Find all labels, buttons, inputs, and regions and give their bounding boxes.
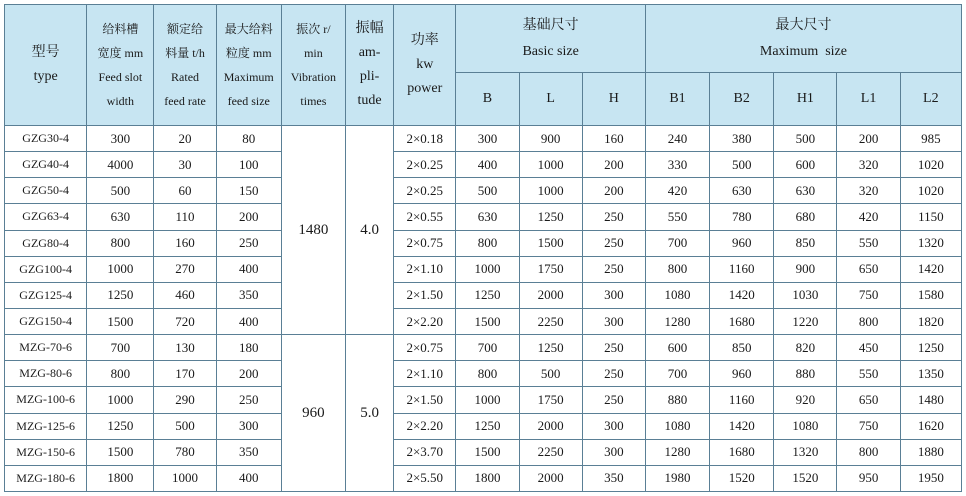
model-cell: GZG125-4: [5, 282, 87, 308]
table-cell: 1250: [87, 282, 154, 308]
table-cell: 160: [154, 230, 216, 256]
table-cell: 250: [582, 204, 645, 230]
table-cell: 4000: [87, 152, 154, 178]
table-cell: 960: [710, 361, 774, 387]
model-cell: MZG-80-6: [5, 361, 87, 387]
header-line: Maximum: [223, 70, 274, 84]
table-cell: 630: [710, 178, 774, 204]
table-cell: 550: [645, 204, 709, 230]
table-cell: 60: [154, 178, 216, 204]
header-line: min: [304, 46, 323, 60]
model-cell: GZG63-4: [5, 204, 87, 230]
table-cell: 2250: [519, 308, 582, 334]
table-cell: 170: [154, 361, 216, 387]
table-row: [5, 256, 962, 282]
model-cell: MZG-70-6: [5, 335, 87, 361]
table-cell: 600: [774, 152, 837, 178]
table-body: [5, 126, 962, 492]
col-header-b1: B1: [645, 73, 709, 126]
header-line: 基础尺寸: [522, 17, 579, 33]
table-row: [5, 126, 962, 152]
table-cell: 1350: [900, 361, 961, 387]
table-cell: 1500: [456, 439, 519, 465]
table-row: [5, 152, 962, 178]
table-cell: 750: [837, 413, 900, 439]
table-cell: 1250: [87, 413, 154, 439]
table-cell: 180: [216, 335, 281, 361]
table-cell: 2000: [519, 282, 582, 308]
table-cell: 320: [837, 178, 900, 204]
table-cell: 630: [87, 204, 154, 230]
table-row: [5, 413, 962, 439]
col-header-max-feed-size: [216, 5, 281, 126]
table-cell: 1680: [710, 439, 774, 465]
table-cell: 880: [774, 361, 837, 387]
col-header-h: H: [582, 73, 645, 126]
model-cell: GZG80-4: [5, 230, 87, 256]
table-cell: 250: [582, 335, 645, 361]
table-cell: 1020: [900, 152, 961, 178]
table-cell: 800: [87, 361, 154, 387]
table-cell: 450: [837, 335, 900, 361]
table-cell: 700: [645, 361, 709, 387]
col-header-vibration: [281, 5, 345, 126]
table-cell: 1420: [900, 256, 961, 282]
table-row: [5, 230, 962, 256]
table-cell: 350: [582, 465, 645, 491]
table-cell: 600: [645, 335, 709, 361]
table-cell: 1160: [710, 256, 774, 282]
table-cell: 1680: [710, 308, 774, 334]
table-cell: 800: [456, 361, 519, 387]
table-cell: 250: [216, 230, 281, 256]
header-line: 额定给: [167, 22, 204, 36]
model-cell: MZG-125-6: [5, 413, 87, 439]
header-line: Basic size: [522, 43, 579, 59]
table-header: [5, 5, 962, 126]
table-cell: 985: [900, 126, 961, 152]
table-cell: 1500: [87, 308, 154, 334]
table-cell: 780: [154, 439, 216, 465]
table-cell: 270: [154, 256, 216, 282]
header-line: kw: [416, 57, 434, 72]
table-cell: 800: [87, 230, 154, 256]
table-cell: 2×5.50: [394, 465, 456, 491]
header-line: pli-: [359, 69, 380, 84]
table-cell: 250: [582, 387, 645, 413]
table-row: [5, 308, 962, 334]
header-line: 振幅: [355, 21, 384, 36]
col-header-l: L: [519, 73, 582, 126]
table-cell: 400: [216, 465, 281, 491]
table-cell: 2×0.25: [394, 178, 456, 204]
table-cell: 290: [154, 387, 216, 413]
header-line: 振次 r/: [296, 22, 331, 36]
col-header-l2: L2: [900, 73, 961, 126]
amplitude-cell: 4.0: [346, 126, 394, 335]
table-cell: 1950: [900, 465, 961, 491]
table-cell: 500: [87, 178, 154, 204]
table-row: [5, 361, 962, 387]
model-cell: MZG-180-6: [5, 465, 87, 491]
table-cell: 2000: [519, 465, 582, 491]
model-cell: MZG-100-6: [5, 387, 87, 413]
table-cell: 2×1.50: [394, 282, 456, 308]
table-cell: 700: [645, 230, 709, 256]
col-header-rated-feed: [154, 5, 216, 126]
table-cell: 800: [837, 308, 900, 334]
table-cell: 80: [216, 126, 281, 152]
table-cell: 1000: [87, 256, 154, 282]
model-cell: GZG40-4: [5, 152, 87, 178]
table-cell: 1820: [900, 308, 961, 334]
table-cell: 250: [582, 256, 645, 282]
table-cell: 1000: [456, 387, 519, 413]
table-cell: 2×0.75: [394, 335, 456, 361]
col-header-b: B: [456, 73, 519, 126]
table-cell: 1320: [900, 230, 961, 256]
table-cell: 300: [87, 126, 154, 152]
table-row: [5, 387, 962, 413]
table-cell: 1980: [645, 465, 709, 491]
table-cell: 920: [774, 387, 837, 413]
table-cell: 2×0.55: [394, 204, 456, 230]
table-row: [5, 465, 962, 491]
header-line: feed size: [227, 94, 270, 108]
table-cell: 30: [154, 152, 216, 178]
table-cell: 1080: [774, 413, 837, 439]
table-cell: 1620: [900, 413, 961, 439]
table-cell: 750: [837, 282, 900, 308]
table-cell: 1250: [519, 335, 582, 361]
table-cell: 320: [837, 152, 900, 178]
col-header-model: [5, 5, 87, 126]
table-cell: 550: [837, 361, 900, 387]
table-cell: 2×0.75: [394, 230, 456, 256]
table-cell: 2×0.18: [394, 126, 456, 152]
table-cell: 500: [774, 126, 837, 152]
table-cell: 1000: [519, 178, 582, 204]
header-line: power: [407, 81, 443, 96]
table-cell: 1080: [645, 413, 709, 439]
table-cell: 1580: [900, 282, 961, 308]
table-cell: 2×1.10: [394, 256, 456, 282]
header-line: Vibration: [290, 70, 337, 84]
vibration-cell: 1480: [281, 126, 345, 335]
table-cell: 240: [645, 126, 709, 152]
table-cell: 1020: [900, 178, 961, 204]
table-cell: 820: [774, 335, 837, 361]
table-cell: 1030: [774, 282, 837, 308]
table-cell: 300: [456, 126, 519, 152]
header-line: 料量 t/h: [165, 46, 205, 60]
table-cell: 650: [837, 256, 900, 282]
table-cell: 200: [582, 178, 645, 204]
table-cell: 1800: [87, 465, 154, 491]
table-cell: 160: [582, 126, 645, 152]
table-cell: 400: [216, 256, 281, 282]
feeder-spec-table: [4, 4, 962, 492]
table-cell: 1250: [900, 335, 961, 361]
table-cell: 700: [87, 335, 154, 361]
header-line: Rated: [171, 70, 200, 84]
col-header-l1: L1: [837, 73, 900, 126]
table-row: [5, 178, 962, 204]
table-cell: 1520: [774, 465, 837, 491]
table-cell: 1280: [645, 439, 709, 465]
table-cell: 1000: [87, 387, 154, 413]
table-cell: 300: [582, 308, 645, 334]
table-cell: 350: [216, 439, 281, 465]
table-cell: 1800: [456, 465, 519, 491]
table-row: [5, 204, 962, 230]
table-cell: 1250: [456, 413, 519, 439]
table-cell: 1880: [900, 439, 961, 465]
table-cell: 380: [710, 126, 774, 152]
table-cell: 2×1.50: [394, 387, 456, 413]
header-line: 型号: [31, 45, 60, 60]
table-cell: 2×3.70: [394, 439, 456, 465]
table-cell: 1000: [154, 465, 216, 491]
table-cell: 500: [154, 413, 216, 439]
table-cell: 900: [519, 126, 582, 152]
table-cell: 330: [645, 152, 709, 178]
model-cell: GZG30-4: [5, 126, 87, 152]
table-cell: 2250: [519, 439, 582, 465]
table-cell: 950: [837, 465, 900, 491]
table-cell: 400: [456, 152, 519, 178]
table-cell: 500: [710, 152, 774, 178]
table-cell: 1320: [774, 439, 837, 465]
col-header-feed-width: [87, 5, 154, 126]
table-cell: 2000: [519, 413, 582, 439]
model-cell: MZG-150-6: [5, 439, 87, 465]
col-group-max-size: [645, 5, 961, 73]
table-cell: 800: [837, 439, 900, 465]
table-cell: 1750: [519, 256, 582, 282]
table-cell: 1520: [710, 465, 774, 491]
table-cell: 1420: [710, 413, 774, 439]
header-line: am-: [358, 45, 381, 60]
table-cell: 1480: [900, 387, 961, 413]
table-cell: 850: [774, 230, 837, 256]
table-cell: 300: [582, 282, 645, 308]
header-line: 最大尺寸: [775, 17, 832, 33]
table-cell: 1420: [710, 282, 774, 308]
header-line: tude: [357, 93, 382, 108]
table-cell: 130: [154, 335, 216, 361]
table-cell: 1250: [519, 204, 582, 230]
table-cell: 1000: [456, 256, 519, 282]
table-cell: 720: [154, 308, 216, 334]
table-cell: 1000: [519, 152, 582, 178]
table-cell: 200: [582, 152, 645, 178]
table-cell: 460: [154, 282, 216, 308]
table-cell: 780: [710, 204, 774, 230]
header-line: type: [33, 69, 58, 84]
header-line: Maximum size: [759, 43, 847, 59]
header-line: 粒度 mm: [225, 46, 272, 60]
model-cell: GZG100-4: [5, 256, 87, 282]
table-cell: 960: [710, 230, 774, 256]
table-cell: 500: [519, 361, 582, 387]
vibration-cell: 960: [281, 335, 345, 492]
col-header-amplitude: [346, 5, 394, 126]
table-cell: 150: [216, 178, 281, 204]
table-cell: 250: [582, 230, 645, 256]
table-cell: 800: [645, 256, 709, 282]
header-line: width: [106, 94, 135, 108]
table-cell: 100: [216, 152, 281, 178]
table-cell: 880: [645, 387, 709, 413]
table-cell: 200: [216, 204, 281, 230]
header-line: feed rate: [164, 94, 206, 108]
amplitude-cell: 5.0: [346, 335, 394, 492]
table-cell: 2×2.20: [394, 308, 456, 334]
col-header-power: [394, 5, 456, 126]
table-cell: 500: [456, 178, 519, 204]
table-cell: 200: [216, 361, 281, 387]
table-cell: 300: [216, 413, 281, 439]
header-line: 最大给料: [224, 22, 273, 36]
header-line: 宽度 mm: [97, 46, 144, 60]
table-cell: 250: [582, 361, 645, 387]
table-cell: 650: [837, 387, 900, 413]
col-group-basic-size: [456, 5, 646, 73]
table-cell: 300: [582, 439, 645, 465]
table-cell: 300: [582, 413, 645, 439]
table-cell: 800: [456, 230, 519, 256]
table-cell: 1500: [519, 230, 582, 256]
table-cell: 110: [154, 204, 216, 230]
table-cell: 2×2.20: [394, 413, 456, 439]
table-cell: 1280: [645, 308, 709, 334]
table-cell: 420: [837, 204, 900, 230]
table-cell: 1750: [519, 387, 582, 413]
col-header-b2: B2: [710, 73, 774, 126]
table-cell: 20: [154, 126, 216, 152]
table-cell: 420: [645, 178, 709, 204]
table-cell: 1250: [456, 282, 519, 308]
table-row: [5, 439, 962, 465]
table-cell: 900: [774, 256, 837, 282]
table-cell: 1160: [710, 387, 774, 413]
table-cell: 1080: [645, 282, 709, 308]
header-line: 给料槽: [102, 22, 139, 36]
table-cell: 850: [710, 335, 774, 361]
table-cell: 680: [774, 204, 837, 230]
header-line: 功率: [410, 33, 439, 48]
table-cell: 1150: [900, 204, 961, 230]
header-line: Feed slot: [98, 70, 143, 84]
table-cell: 2×1.10: [394, 361, 456, 387]
table-cell: 350: [216, 282, 281, 308]
table-cell: 400: [216, 308, 281, 334]
table-row: [5, 282, 962, 308]
table-cell: 1500: [456, 308, 519, 334]
table-cell: 550: [837, 230, 900, 256]
table-cell: 1220: [774, 308, 837, 334]
model-cell: GZG50-4: [5, 178, 87, 204]
table-cell: 700: [456, 335, 519, 361]
col-header-h1: H1: [774, 73, 837, 126]
model-cell: GZG150-4: [5, 308, 87, 334]
table-cell: 250: [216, 387, 281, 413]
table-cell: 2×0.25: [394, 152, 456, 178]
table-cell: 1500: [87, 439, 154, 465]
table-cell: 630: [774, 178, 837, 204]
header-line: times: [300, 94, 327, 108]
table-cell: 200: [837, 126, 900, 152]
table-row: [5, 335, 962, 361]
table-cell: 630: [456, 204, 519, 230]
